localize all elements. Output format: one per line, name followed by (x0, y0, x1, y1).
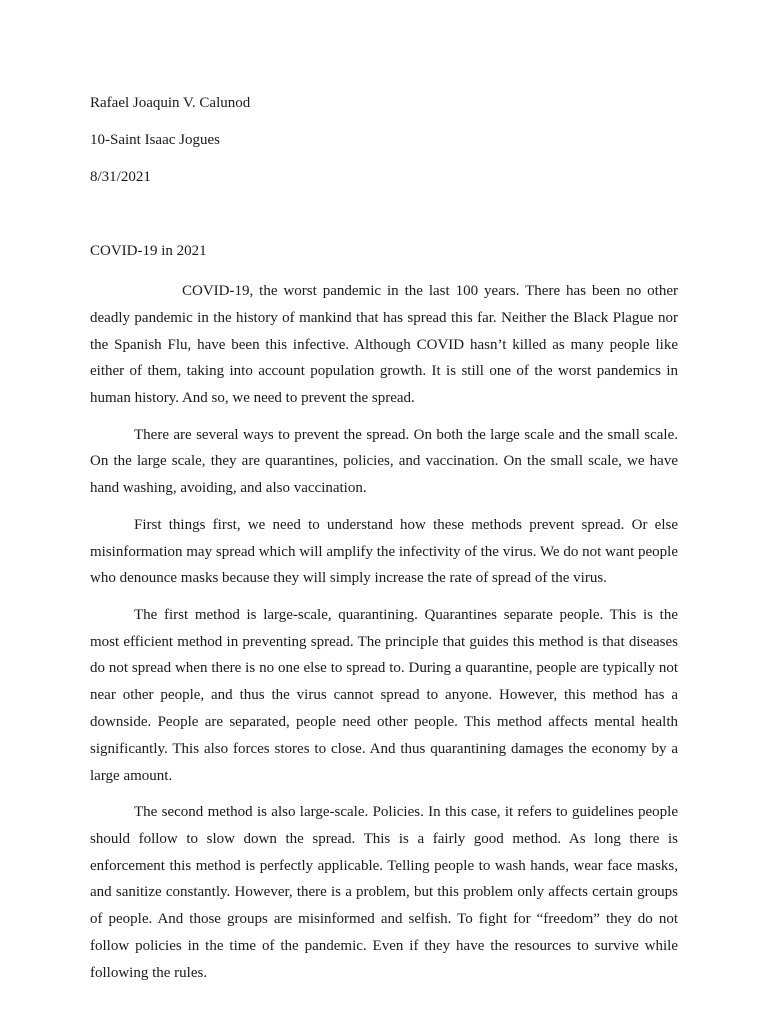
paragraph-quarantine: The first method is large-scale, quarantining. Quarantines separate people. This is the most efficient method in preventing spread. The principle that guides this method is that diseases do not spread when there is no one else to spread to. During a quarantine, people are typically not near other people, and thus the virus cannot spread to anyone. However, this method has a downside. People are separated, people need other people. This method affects mental health significantly. This also forces stores to close. And thus quarantining damages the economy by a large amount. (90, 606, 678, 784)
paragraph-intro: COVID-19, the worst pandemic in the last 100 years. There has been no other deadly pandemic in the history of mankind that has spread this far. Neither the Black Plague nor the Spanish Flu, have been this infective. Although COVID hasn’t killed as many people like either of them, taking into account population growth. It is still one of the worst pandemics in human history. And so, we need to prevent the spread. (90, 283, 678, 407)
document-date: 8/31/2021 (90, 169, 151, 185)
paragraph-understanding: First things first, we need to understand how these methods prevent spread. Or else misinformation may spread which will amplify the infectivity of the virus. We do not want people who denounce masks because they will simply increase the rate of spread of the virus. (90, 516, 678, 587)
document-body (90, 278, 678, 996)
paragraph-policies: The second method is also large-scale. Policies. In this case, it refers to guidelines people should follow to slow down the spread. This is a fairly good method. As long there is enforcement this method is perfectly applicable. Telling people to wash hands, wear face masks, and sanitize constantly. However, there is a problem, but this problem only affects certain groups of people. And those groups are misinformed and selfish. To fight for “freedom” they do not follow policies in the time of the pandemic. Even if they have the resources to survive while following the rules. (90, 804, 678, 981)
document-title: COVID-19 in 2021 (90, 243, 207, 259)
class-section: 10-Saint Isaac Jogues (90, 132, 220, 148)
author-name: Rafael Joaquin V. Calunod (90, 95, 251, 111)
paragraph-ways: There are several ways to prevent the spread. On both the large scale and the small scale. On the large scale, they are quarantines, policies, and vaccination. On the small scale, we have hand washing, avoiding, and also vaccination. (90, 426, 678, 497)
